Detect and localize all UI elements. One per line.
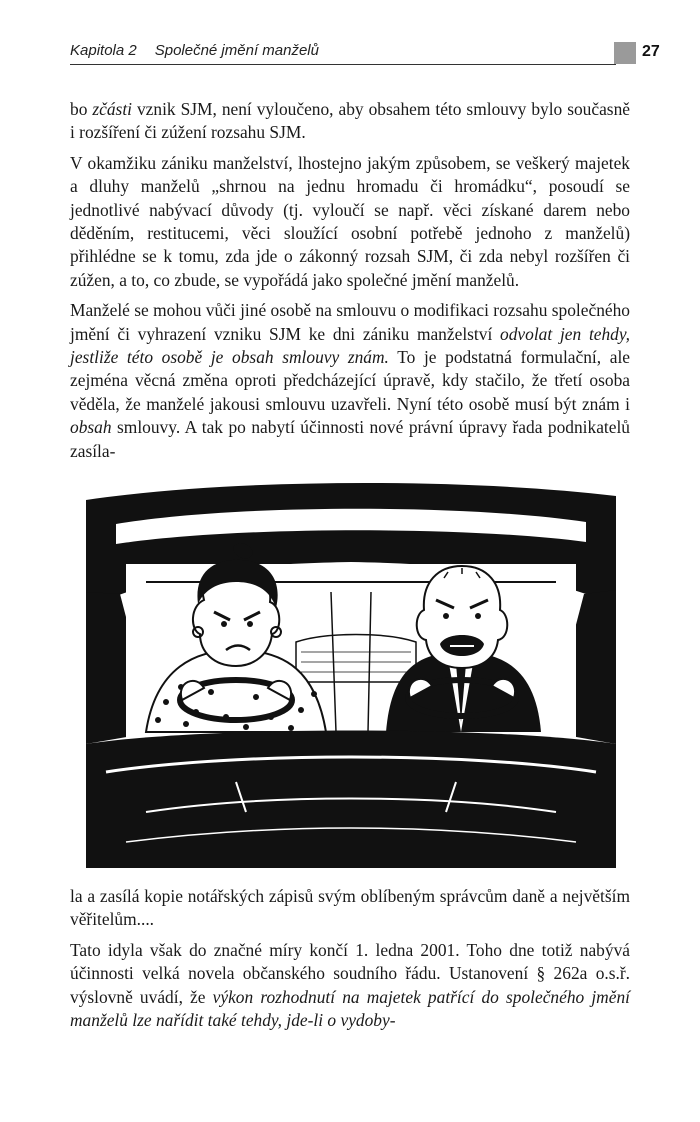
paragraph-5: Tato idyla však do značné míry končí 1. ledna 2001. Toho dne totiž nabývá účinnosti velká novela občanského soudního řádu. Ustanovení § 262a o.s.ř. výslovně uvádí, že výkon rozhodnutí na majetek patřící do společného jmění manželů lze nařídit také tehdy, jde-li o vydoby- xyxy=(70,939,630,1031)
chapter-name: Společné jmění manželů xyxy=(154,42,319,59)
paragraph-2: V okamžiku zániku manželství, lhostejno jakým způsobem, se veškerý majetek a dluhy manželů „shrnou na jednu hromadu či hromádku“, posoudí se jednotlivé nabývací důvody (tj. vyloučí se např. věci získané darem nebo děděním, restitucemi, věci sloužící osobní potřebě jednoho z manželů) přihlédne se k tomu, zda jde o zákonný rozsah SJM, či zda nebyl rozšířen či zúžen, a to, co zbude, se vypořádá jako společné jmění manželů. xyxy=(70,152,630,290)
body-text-top xyxy=(70,98,630,470)
header-title xyxy=(70,42,319,59)
paragraph-3: Manželé se mohou vůči jiné osobě na smlouvu o modifikaci rozsahu společného jmění či vyhrazení vzniku SJM ke dni zániku manželství odvolat jen tehdy, jestliže této osobě je obsah smlouvy znám. To je podstatná formulační, ale zejména věcná změna oproti předcházející úpravě, kdy stačilo, že třetí osoba věděla, že manželé jakousi smlouvu uzavřeli. Nyní této osobě musí být znám i obsah smlouvy. A tak po nabytí účinnosti nové právní úpravy řada podnikatelů zasíla- xyxy=(70,300,630,461)
header-rule xyxy=(70,64,616,65)
paragraph-4: la a zasílá kopie notářských zápisů svým oblíbeným správcům daně a největším věřitelům.... xyxy=(70,886,630,930)
running-header xyxy=(70,42,660,66)
chapter-label: Kapitola 2 xyxy=(70,42,137,59)
header-gray-box xyxy=(614,42,636,64)
page-number: 27 xyxy=(642,43,660,60)
body-text-bottom xyxy=(70,885,630,1039)
paragraph-1: bo zčásti vznik SJM, není vyloučeno, aby obsahem této smlouvy bylo současně i rozšíření či zúžení rozsahu SJM. xyxy=(70,99,630,143)
car-cartoon-illustration xyxy=(86,482,616,868)
